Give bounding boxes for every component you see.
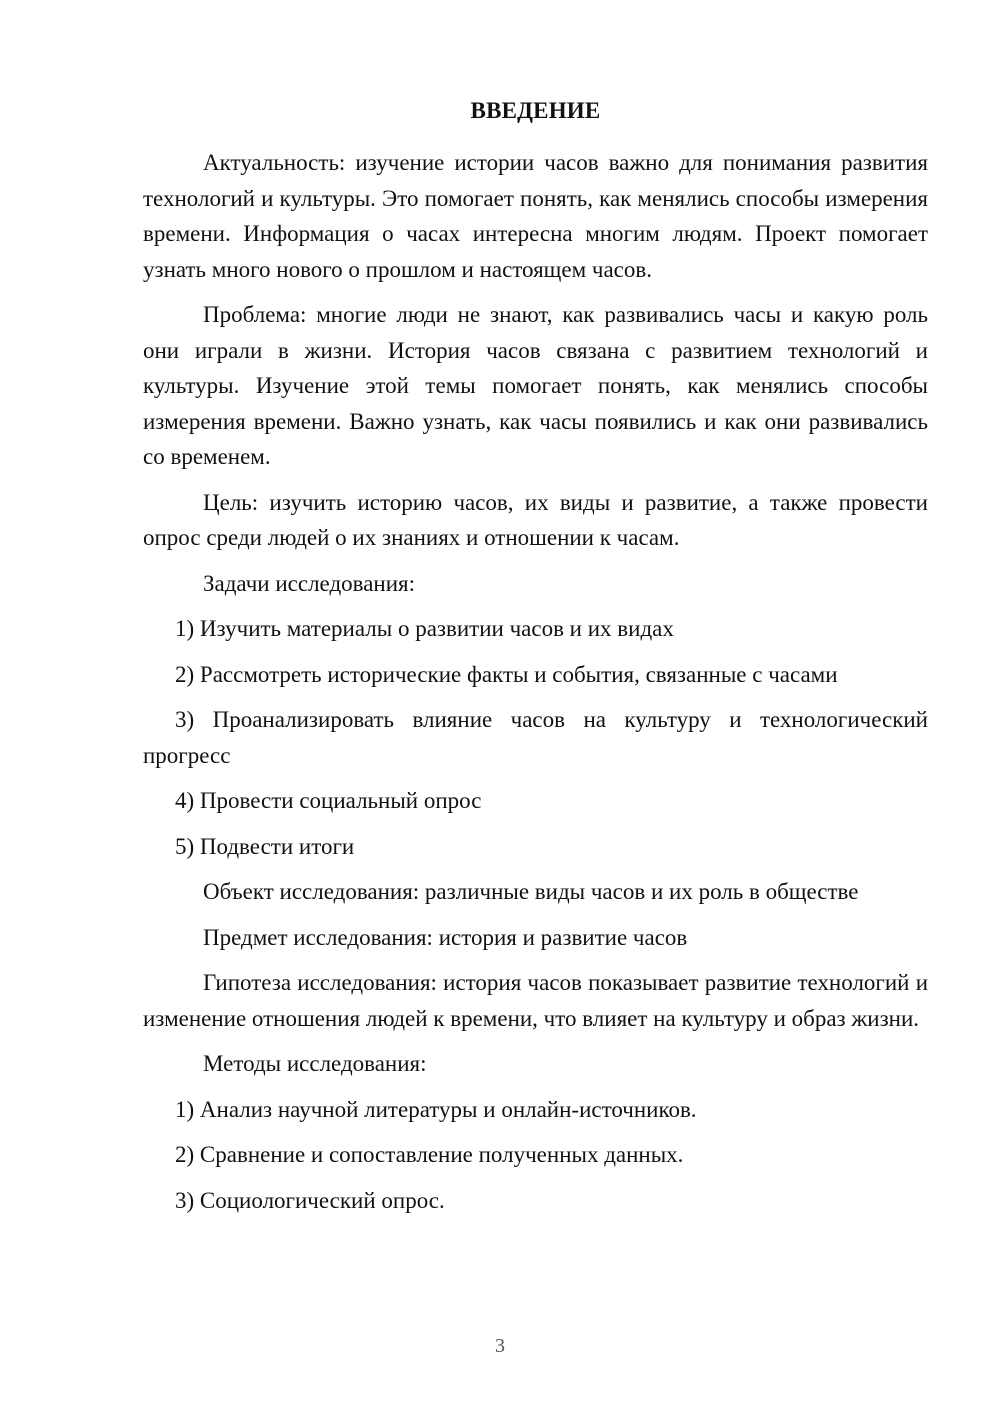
- tasks-heading: Задачи исследования:: [203, 570, 416, 596]
- task-item: 5) Подвести итоги: [175, 833, 355, 859]
- research-hypothesis: Гипотеза исследования: история часов показывает развитие технологий и изменение отношения людей к времени, что влияет на культуру и образ жизни.: [143, 970, 928, 1031]
- document-body: [143, 97, 928, 1228]
- research-object: Объект исследования: различные виды часов и их роль в обществе: [203, 879, 859, 904]
- task-item: 2) Рассмотреть исторические факты и события, связанные с часами: [175, 661, 838, 687]
- task-item: 1) Изучить материалы о развитии часов и их видах: [175, 616, 674, 641]
- problem-paragraph: Проблема: многие люди не знают, как развивались часы и какую роль они играли в жизни. История часов связана с развитием технологий и культуры. Изучение этой темы помогает понять, как менялись способы измерения времени. Важно узнать, как часы появились и как они развивались со временем.: [143, 302, 928, 469]
- page-number: 3: [495, 1335, 505, 1357]
- goal-paragraph: Цель: изучить историю часов, их виды и развитие, а также провести опрос среди людей о их знаниях и отношении к часам.: [143, 489, 928, 550]
- task-item: 3) Проанализировать влияние часов на культуру и технологический прогресс: [143, 707, 928, 768]
- page-title: ВВЕДЕНИЕ: [470, 98, 601, 123]
- task-item: 4) Провести социальный опрос: [175, 788, 482, 813]
- method-item: 1) Анализ научной литературы и онлайн-источников.: [175, 1096, 697, 1122]
- method-item: 2) Сравнение и сопоставление полученных данных.: [175, 1142, 684, 1167]
- methods-heading: Методы исследования:: [203, 1051, 427, 1076]
- research-subject: Предмет исследования: история и развитие часов: [203, 924, 688, 950]
- method-item: 3) Социологический опрос.: [175, 1187, 445, 1213]
- actuality-paragraph: Актуальность: изучение истории часов важно для понимания развития технологий и культуры. Это помогает понять, как менялись способы измерения времени. Информация о часах интересна многим людям. Проект помогает узнать много нового о прошлом и настоящем часов.: [143, 150, 928, 282]
